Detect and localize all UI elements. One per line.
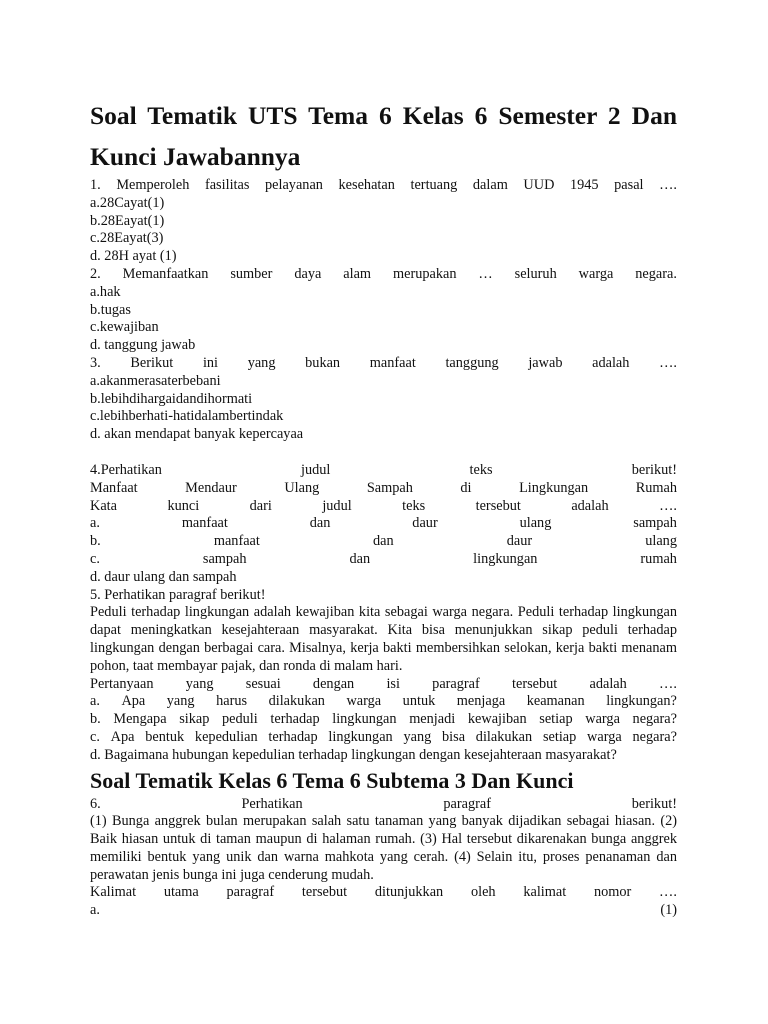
question-3-stem — [90, 355, 677, 373]
word: untuk — [402, 693, 436, 710]
word: merupakan — [392, 265, 457, 282]
word: negara. — [635, 265, 677, 282]
word: Manfaat — [90, 479, 138, 496]
question-5-question — [90, 676, 677, 694]
word: Berikut — [130, 354, 174, 371]
word: berikut! — [631, 461, 677, 478]
word: kalimat — [523, 884, 567, 901]
question-2-option-a: a.hak — [90, 283, 121, 300]
word: nomor — [593, 884, 632, 901]
question-5-option-d: d. Bagaimana hubungan kepedulian terhadap lingkungan dengan kesejahteraan masyarakat? — [90, 746, 617, 763]
question-4-text-title — [90, 480, 677, 498]
word: alam — [343, 265, 372, 282]
word: tersebut — [301, 884, 348, 901]
word: kepedulian — [194, 728, 258, 745]
question-4-stem — [90, 462, 677, 480]
word: fasilitas — [204, 177, 250, 193]
word: manfaat — [181, 515, 228, 532]
word: Perhatikan — [241, 795, 303, 812]
word: ditunjukkan — [374, 884, 444, 901]
word: …. — [659, 354, 677, 371]
word: lingkungan — [332, 711, 397, 728]
word: sampah — [633, 515, 677, 532]
word: seluruh — [514, 265, 557, 282]
word: paragraf — [226, 884, 275, 901]
word: keamanan — [526, 693, 585, 710]
word: sesuai — [245, 675, 281, 692]
word: Rumah — [635, 479, 677, 496]
word: judul — [301, 461, 331, 478]
question-2-stem — [90, 266, 677, 284]
word: adalah — [571, 497, 609, 514]
question-2-option-b: b.tugas — [90, 301, 131, 318]
word: adalah — [592, 354, 630, 371]
word: Memperoleh — [116, 177, 190, 193]
word: c. — [90, 550, 100, 567]
word: dilakukan — [475, 728, 533, 745]
word: berikut! — [631, 795, 677, 812]
question-1-stem — [90, 177, 677, 195]
word: tanggung — [445, 354, 499, 371]
word: menjaga — [456, 693, 506, 710]
word: yang — [247, 354, 276, 371]
word: …. — [659, 884, 677, 901]
word: pasal — [614, 177, 644, 193]
word: Kata — [90, 497, 117, 514]
word: Apa — [121, 693, 146, 710]
word: a. — [90, 515, 100, 532]
word: utama — [163, 884, 199, 901]
word: daur — [412, 515, 438, 532]
word: Apa — [110, 728, 135, 745]
word: pelayanan — [265, 177, 323, 193]
section-heading: Soal Tematik Kelas 6 Tema 6 Subtema 3 Dan Kunci — [90, 767, 574, 793]
word: warga — [587, 728, 622, 745]
word: (1) — [660, 902, 677, 919]
word: sikap — [179, 711, 210, 728]
word: lingkungan — [328, 728, 393, 745]
question-1-option-c: c.28Eayat(3) — [90, 230, 164, 247]
question-4-option-a — [90, 515, 677, 533]
word: c. — [90, 728, 100, 745]
word: bisa — [442, 728, 466, 745]
question-6-stem — [90, 796, 677, 814]
word: manfaat — [369, 354, 416, 371]
question-3-option-a: a.akanmerasaterbebani — [90, 372, 221, 389]
question-3-option-d: d. akan mendapat banyak kepercayaa — [90, 426, 304, 443]
question-6-option-a — [90, 902, 677, 920]
word: … — [478, 265, 493, 282]
word: 1. — [90, 177, 101, 193]
word: a. — [90, 902, 100, 919]
question-2-option-c: c.kewajiban — [90, 319, 159, 336]
word: yang — [403, 728, 432, 745]
word: b. — [90, 533, 101, 550]
word: Mendaur — [185, 479, 237, 496]
word: rumah — [640, 550, 677, 567]
word: menjadi — [409, 711, 456, 728]
word: isi — [386, 675, 400, 692]
word: Memanfaatkan — [122, 265, 209, 282]
word: adalah — [589, 675, 627, 692]
word: kesehatan — [338, 177, 395, 193]
question-5-option-b — [90, 711, 677, 729]
question-4-question — [90, 498, 677, 516]
word: paragraf — [443, 795, 491, 812]
spacer — [90, 444, 677, 462]
word: yang — [185, 675, 214, 692]
question-1-option-a: a.28Cayat(1) — [90, 194, 165, 211]
word: lingkungan — [473, 550, 538, 567]
word: …. — [659, 177, 677, 193]
word: lingkungan? — [606, 693, 677, 710]
word: peduli — [222, 711, 258, 728]
word: 3. — [90, 354, 101, 371]
word: terhadap — [270, 711, 320, 728]
question-6-question — [90, 884, 677, 902]
word: warga — [346, 693, 382, 710]
word: negara? — [632, 728, 677, 745]
word: harus — [216, 693, 248, 710]
document-content — [90, 95, 677, 920]
word: bukan — [305, 354, 341, 371]
word: 1945 — [569, 177, 599, 193]
word: Mengapa — [113, 711, 167, 728]
word: yang — [166, 693, 195, 710]
word: Sampah — [366, 479, 413, 496]
word: kewajiban — [467, 711, 527, 728]
word: oleh — [470, 884, 496, 901]
question-1-option-b: b.28Eayat(1) — [90, 212, 165, 229]
word: tersebut — [475, 497, 521, 514]
word: Lingkungan — [519, 479, 589, 496]
word: 6. — [90, 795, 101, 812]
word: ini — [202, 354, 219, 371]
word: …. — [659, 675, 677, 692]
page-title: Soal Tematik UTS Tema 6 Kelas 6 Semester 2 Dan Kunci Jawabannya — [90, 101, 677, 171]
question-5-intro: 5. Perhatikan paragraf berikut! — [90, 586, 266, 603]
question-2-option-d: d. tanggung jawab — [90, 337, 196, 354]
word: terhadap — [268, 728, 318, 745]
word: tersebut — [512, 675, 558, 692]
question-4-option-b — [90, 533, 677, 551]
word: dan — [372, 533, 394, 550]
word: bentuk — [145, 728, 185, 745]
word: di — [460, 479, 472, 496]
word: a. — [90, 693, 100, 710]
word: 2. — [90, 265, 101, 282]
word: ulang — [519, 515, 552, 532]
word: Ulang — [284, 479, 320, 496]
word: paragraf — [432, 675, 480, 692]
question-5-option-c — [90, 729, 677, 747]
word: b. — [90, 711, 101, 728]
word: setiap — [539, 711, 573, 728]
word: dan — [309, 515, 331, 532]
word: kunci — [167, 497, 200, 514]
word: tertuang — [410, 177, 458, 193]
word: warga — [578, 265, 614, 282]
question-5-paragraph: Peduli terhadap lingkungan adalah kewajiban kita sebagai warga negara. Peduli terhadap lingkungan dapat meningkatkan kesejahteraan masyarakat. Kita bisa menunjukkan sikap peduli terhadap lingkungan dengan berbagai cara. Misalnya, kerja bakti membersihkan selokan, kerja bakti menanam pohon, taat membayar pajak, dan ronda di malam hari. — [90, 604, 677, 674]
word: Kalimat — [90, 884, 137, 901]
word: judul — [322, 497, 352, 514]
question-6-paragraph: (1) Bunga anggrek bulan merupakan salah satu tanaman yang banyak dijadikan sebagai hiasan. (2) Baik hiasan untuk di taman maupun di halaman rumah. (3) Hal tersebut dikarenakan bunga anggrek memiliki bentuk yang unik dan warna mahkota yang cerah. (4) Selain itu, proses penanaman dan perawatan jenis bunga ini juga cenderung mudah. — [90, 813, 677, 883]
question-4-option-c — [90, 551, 677, 569]
question-3-option-b: b.lebihdihargaidandihormati — [90, 390, 253, 407]
word: daya — [294, 265, 322, 282]
word: teks — [469, 461, 493, 478]
word: jawab — [528, 354, 563, 371]
word: …. — [659, 497, 677, 514]
word: manfaat — [213, 533, 260, 550]
question-3-option-c: c.lebihberhati-hatidalambertindak — [90, 408, 284, 425]
word: dengan — [312, 675, 355, 692]
question-1-option-d: d. 28H ayat (1) — [90, 248, 177, 265]
word: negara? — [632, 711, 677, 728]
word: dilakukan — [268, 693, 325, 710]
word: dari — [249, 497, 272, 514]
word: sampah — [202, 550, 247, 567]
word: daur — [506, 533, 533, 550]
question-5-option-a — [90, 693, 677, 711]
word: Pertanyaan — [90, 675, 154, 692]
word: dan — [349, 550, 371, 567]
question-4-option-d: d. daur ulang dan sampah — [90, 568, 237, 585]
word: dalam — [472, 177, 508, 193]
word: ulang — [645, 533, 677, 550]
word: 4.Perhatikan — [90, 461, 162, 478]
word: sumber — [230, 265, 273, 282]
word: setiap — [542, 728, 577, 745]
word: UUD — [523, 177, 555, 193]
word: teks — [402, 497, 426, 514]
word: warga — [585, 711, 620, 728]
